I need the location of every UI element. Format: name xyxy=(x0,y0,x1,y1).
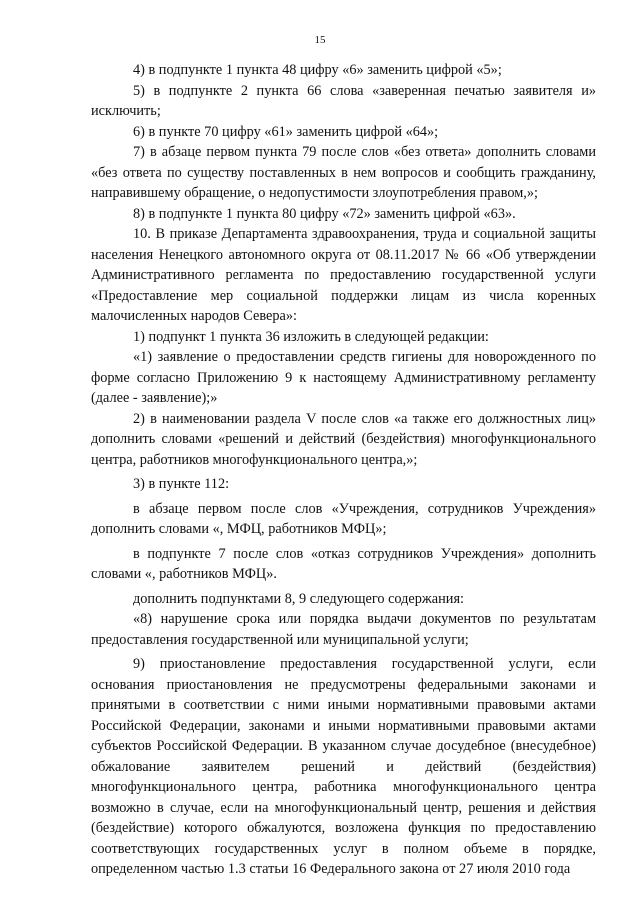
paragraph-2: 5) в подпункте 2 пункта 66 слова «заверенная печатью заявителя и» исключить; xyxy=(91,82,596,119)
paragraph-12: в подпункте 7 после слов «отказ сотрудников Учреждения» дополнить словами «, работников МФЦ». xyxy=(91,545,596,582)
paragraph-4: 7) в абзаце первом пункта 79 после слов «без ответа» дополнить словами «без ответа по существу поставленных в нем вопросов и сообщить гражданину, направившему обращение, о недопустимости злоупотребления правом,»; xyxy=(91,144,596,201)
document-body xyxy=(91,60,596,880)
paragraph-5: 8) в подпункте 1 пункта 80 цифру «72» заменить цифрой «63». xyxy=(133,205,516,222)
paragraph-6: 10. В приказе Департамента здравоохранения, труда и социальной защиты населения Ненецкого автономного округа от 08.11.2017 № 66 «Об утверждении Административного регламента по предоставлению государственной услуги «Предоставление мер социальной поддержки лицам из числа коренных малочисленных народов Севера»: xyxy=(91,226,596,324)
paragraph-7: 1) подпункт 1 пункта 36 изложить в следующей редакции: xyxy=(133,328,489,345)
paragraph-10: 3) в пункте 112: xyxy=(133,476,230,492)
paragraph-11: в абзаце первом после слов «Учреждения, сотрудников Учреждения» дополнить словами «, МФЦ, работников МФЦ»; xyxy=(91,500,596,537)
paragraph-1: 4) в подпункте 1 пункта 48 цифру «6» заменить цифрой «5»; xyxy=(133,62,502,78)
paragraph-3: 6) в пункте 70 цифру «61» заменить цифрой «64»; xyxy=(133,123,439,140)
paragraph-8: «1) заявление о предоставлении средств гигиены для новорожденного по форме согласно Приложению 9 к настоящему Административному регламенту (далее - заявление);» xyxy=(91,349,596,406)
paragraph-15: 9) приостановление предоставления государственной услуги, если основания приостановления не предусмотрены федеральными законами и принятыми в соответствии с ними иными нормативными правовыми актами Российской Федерации, законами и иными нормативными правовыми актами субъектов Российской Федерации. В указанном случае досудебное (внесудебное) обжалование заявителем решений и действий (бездействия) многофункционального центра, работника многофункционального центра возможно в случае, если на многофункциональный центр, решения и действия (бездействие) которого обжалуются, возложена функция по предоставлению соответствующих государственных услуг в полном объеме в порядке, определенном частью 1.3 статьи 16 Федерального закона от 27 июля 2010 года xyxy=(91,656,596,877)
paragraph-13: дополнить подпунктами 8, 9 следующего содержания: xyxy=(133,590,464,607)
paragraph-14: «8) нарушение срока или порядка выдачи документов по результатам предоставления государственной или муниципальной услуги; xyxy=(91,611,596,648)
paragraph-9: 2) в наименовании раздела V после слов «а также его должностных лиц» дополнить словами «решений и действий (бездействия) многофункционального центра, работников многофункционального центра,»; xyxy=(91,410,596,468)
page-number: 15 xyxy=(314,34,326,46)
